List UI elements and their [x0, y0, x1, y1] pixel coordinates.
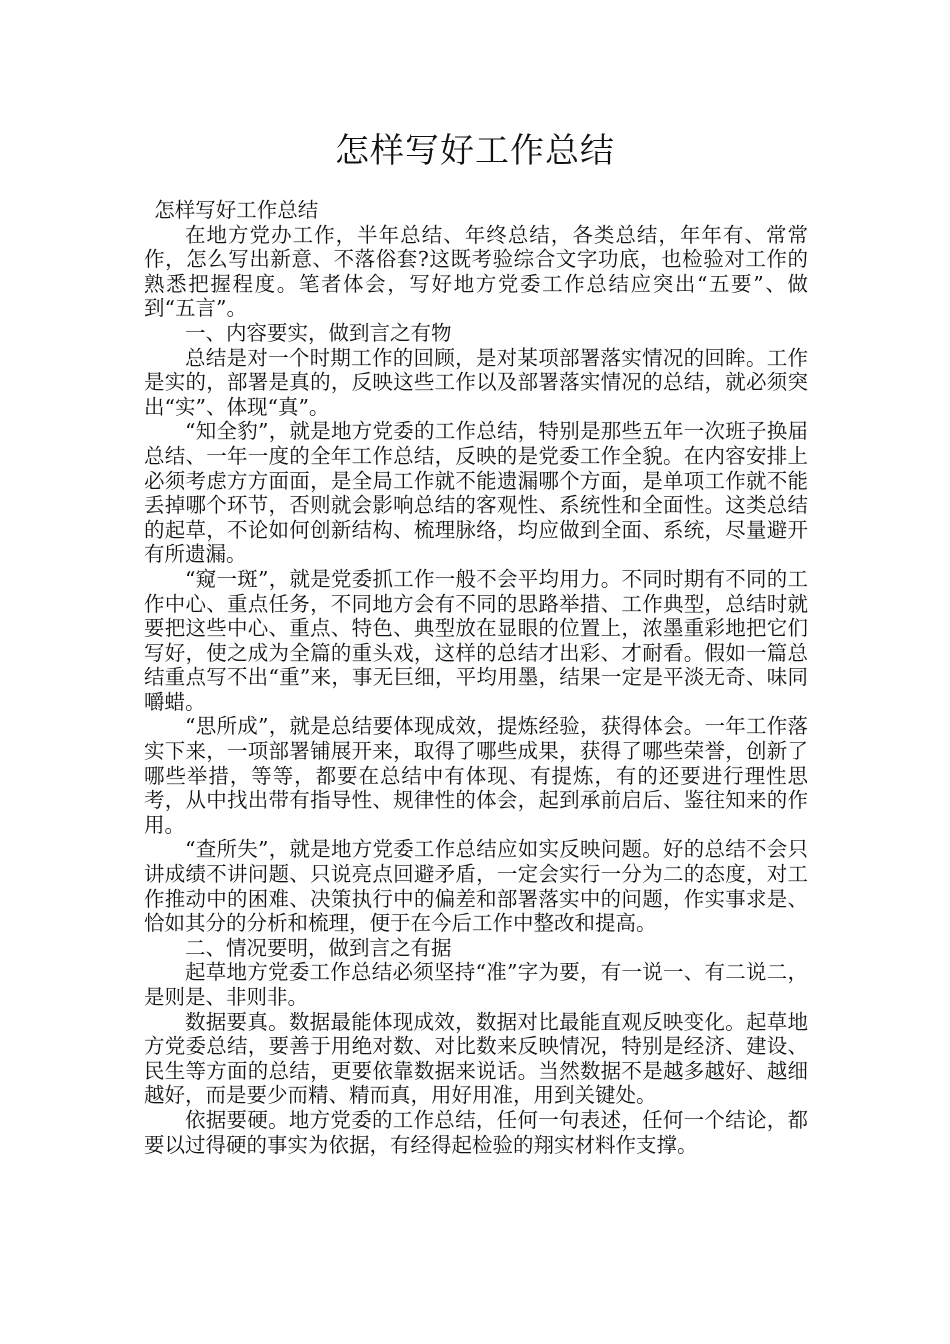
- document-title: 怎样写好工作总结: [335, 131, 615, 171]
- section-heading: 一、内容要实，做到言之有物: [185, 320, 452, 345]
- paragraph: 起草地方党委工作总结必须坚持“准”字为要，有一说一、有二说二，是则是、非则非。: [144, 960, 808, 1009]
- paragraph: “查所失”，就是地方党委工作总结应如实反映问题。好的总结不会只讲成绩不讲问题、只说亮点回避矛盾，一定会实行一分为二的态度，对工作推动中的困难、决策执行中的偏差和部署落实中的问题，作实事求是、恰如其分的分析和梳理，便于在今后工作中整改和提高。: [144, 837, 808, 936]
- paragraph: “窥一斑”，就是党委抓工作一般不会平均用力。不同时期有不同的工作中心、重点任务，不同地方会有不同的思路举措、工作典型，总结时就要把这些中心、重点、特色、典型放在显眼的位置上，浓墨重彩地把它们写好，使之成为全篇的重头戏，这样的总结才出彩、才耐看。假如一篇总结重点写不出“重”来，事无巨细，平均用墨，结果一定是平淡无奇、味同嚼蜡。: [144, 566, 808, 714]
- paragraph: 依据要硬。地方党委的工作总结，任何一句表述，任何一个结论，都要以过得硬的事实为依据，有经得起检验的翔实材料作支撑。: [144, 1107, 808, 1157]
- paragraph: “思所成”，就是总结要体现成效，提炼经验，获得体会。一年工作落实下来，一项部署铺展开来，取得了哪些成果，获得了哪些荣誉，创新了哪些举措，等等，都要在总结中有体现、有提炼，有的还要进行理性思考，从中找出带有指导性、规律性的体会，起到承前启后、鉴往知来的作用。: [144, 714, 808, 837]
- document-body: [144, 198, 808, 1157]
- paragraph: 数据要真。数据最能体现成效，数据对比最能直观反映变化。起草地方党委总结，要善于用绝对数、对比数来反映情况，特别是经济、建设、民生等方面的总结，更要依靠数据来说话。当然数据不是越多越好、越细越好，而是要少而精、精而真，用好用准，用到关键处。: [144, 1009, 808, 1108]
- document-subtitle: 怎样写好工作总结: [154, 198, 319, 222]
- paragraph: “知全豹”，就是地方党委的工作总结，特别是那些五年一次班子换届总结、一年一度的全年工作总结，反映的是党委工作全貌。在内容安排上必须考虑方方面面，是全局工作就不能遗漏哪个方面，是单项工作就不能丢掉哪个环节，否则就会影响总结的客观性、系统性和全面性。这类总结的起草，不论如何创新结构、梳理脉络，均应做到全面、系统，尽量避开有所遗漏。: [144, 419, 808, 567]
- paragraph: 在地方党办工作，半年总结、年终总结，各类总结，年年有、常常作，怎么写出新意、不落俗套?这既考验综合文字功底，也检验对工作的熟悉把握程度。笔者体会，写好地方党委工作总结应突出“五要”、做到“五言”。: [144, 222, 808, 321]
- section-heading: 二、情况要明，做到言之有据: [185, 935, 452, 960]
- paragraph: 总结是对一个时期工作的回顾，是对某项部署落实情况的回眸。工作是实的，部署是真的，反映这些工作以及部署落实情况的总结，就必须突出“实”、体现“真”。: [144, 345, 808, 419]
